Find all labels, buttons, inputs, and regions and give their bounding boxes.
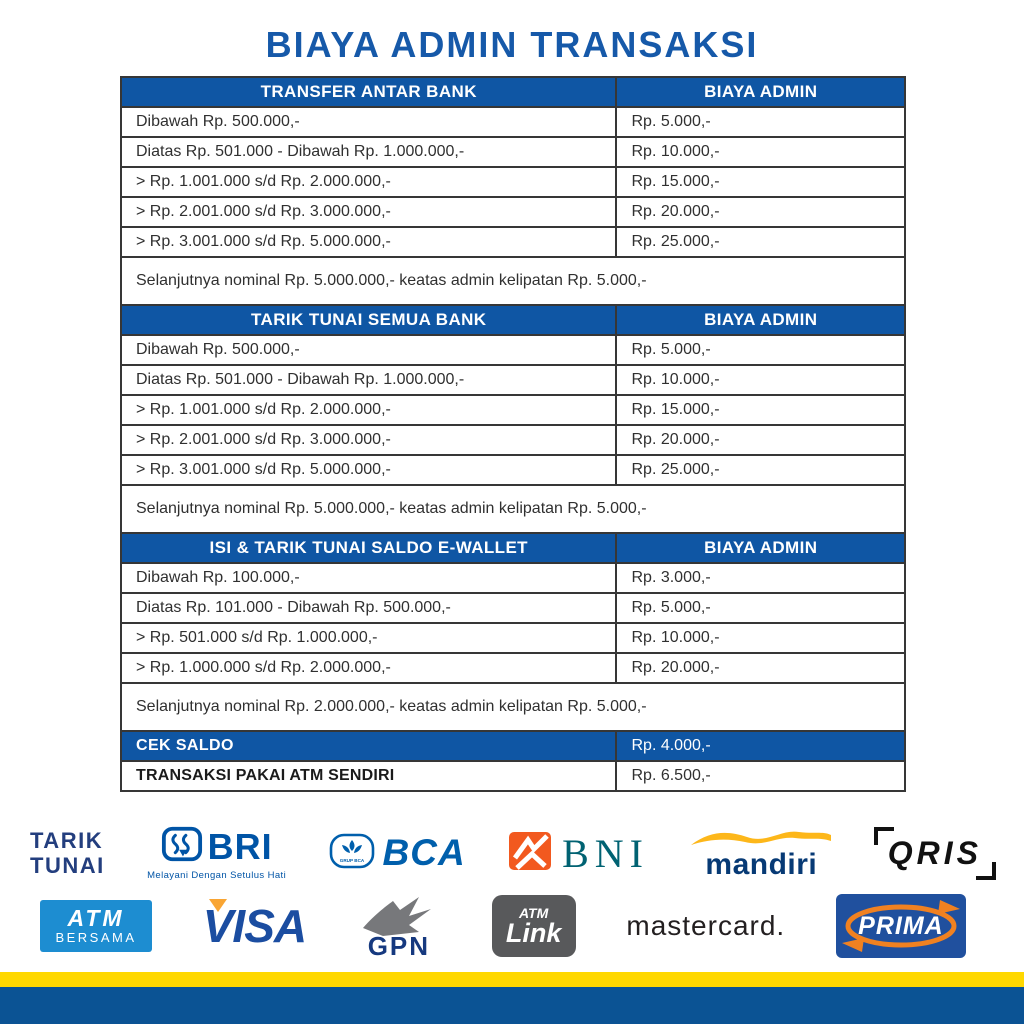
- row-fee: Rp. 10.000,-: [616, 365, 905, 395]
- bottom-blue-stripe: [0, 987, 1024, 1024]
- row-fee: Rp. 20.000,-: [616, 653, 905, 683]
- section-category-header: TARIK TUNAI SEMUA BANK: [121, 305, 616, 335]
- section-fee-header: BIAYA ADMIN: [616, 305, 905, 335]
- table-row: [121, 365, 905, 395]
- row-label: > Rp. 1.000.000 s/d Rp. 2.000.000,-: [121, 653, 616, 683]
- row-fee: Rp. 15.000,-: [616, 167, 905, 197]
- table-row: [121, 623, 905, 653]
- section-note: Selanjutnya nominal Rp. 5.000.000,- keatas admin kelipatan Rp. 5.000,-: [121, 485, 905, 533]
- table-row: [121, 425, 905, 455]
- row-fee: Rp. 5.000,-: [616, 107, 905, 137]
- section-note: Selanjutnya nominal Rp. 5.000.000,- keatas admin kelipatan Rp. 5.000,-: [121, 257, 905, 305]
- row-label: > Rp. 3.001.000 s/d Rp. 5.000.000,-: [121, 455, 616, 485]
- table-row: [121, 653, 905, 683]
- atm-link-link-label: Link: [505, 917, 562, 948]
- gpn-wordmark: GPN: [367, 930, 431, 961]
- visa-flag-icon: [209, 899, 227, 912]
- table-row: [121, 137, 905, 167]
- section-category-header: ISI & TARIK TUNAI SALDO E-WALLET: [121, 533, 616, 563]
- table-row: [121, 593, 905, 623]
- row-fee: Rp. 25.000,-: [616, 227, 905, 257]
- row-fee: Rp. 4.000,-: [616, 731, 905, 761]
- section-note: Selanjutnya nominal Rp. 2.000.000,- keatas admin kelipatan Rp. 5.000,-: [121, 683, 905, 731]
- row-label: > Rp. 1.001.000 s/d Rp. 2.000.000,-: [121, 167, 616, 197]
- section-note-row: [121, 485, 905, 533]
- mandiri-logo: [691, 827, 831, 880]
- row-transaksi-atm-sendiri: [121, 761, 905, 791]
- mandiri-wordmark: mandiri: [705, 847, 818, 881]
- bni-logo: [508, 828, 649, 879]
- row-label: > Rp. 2.001.000 s/d Rp. 3.000.000,-: [121, 425, 616, 455]
- tarik-label: TARIK: [30, 827, 104, 853]
- atm-bersama-atm-label: ATM: [67, 904, 125, 931]
- section-fee-header: BIAYA ADMIN: [616, 533, 905, 563]
- bca-emblem-icon: [329, 833, 375, 874]
- page-title: BIAYA ADMIN TRANSAKSI: [265, 24, 759, 65]
- table-row: [121, 563, 905, 593]
- table-row: [121, 227, 905, 257]
- table-row: [121, 197, 905, 227]
- table-row: [121, 335, 905, 365]
- row-cek-saldo: [121, 731, 905, 761]
- row-label: > Rp. 3.001.000 s/d Rp. 5.000.000,-: [121, 227, 616, 257]
- atm-link-atm-label: ATM: [518, 904, 549, 921]
- qris-logo: [874, 827, 996, 880]
- row-label: > Rp. 2.001.000 s/d Rp. 3.000.000,-: [121, 197, 616, 227]
- row-fee: Rp. 20.000,-: [616, 425, 905, 455]
- visa-logo: [202, 900, 307, 952]
- section-note-row: [121, 257, 905, 305]
- section-header-transfer-antar-bank: [121, 77, 905, 107]
- qris-wordmark: QRIS: [887, 834, 982, 871]
- row-fee: Rp. 15.000,-: [616, 395, 905, 425]
- row-fee: Rp. 5.000,-: [616, 593, 905, 623]
- bca-logo: [329, 832, 466, 874]
- section-category-header: TRANSFER ANTAR BANK: [121, 77, 616, 107]
- mastercard-wordmark: mastercard.: [626, 910, 786, 941]
- bca-emblem-text: GRUP BCA: [339, 857, 364, 863]
- row-fee: Rp. 10.000,-: [616, 623, 905, 653]
- row-label: Dibawah Rp. 500.000,-: [121, 335, 616, 365]
- bottom-yellow-stripe: [0, 972, 1024, 987]
- bri-tagline: Melayani Dengan Setulus Hati: [147, 870, 287, 881]
- row-label: CEK SALDO: [121, 731, 616, 761]
- gpn-logo: [357, 894, 441, 959]
- atm-bersama-bersama-label: BERSAMA: [55, 929, 137, 945]
- tarik-tunai-label: [30, 828, 105, 879]
- section-header-ewallet: [121, 533, 905, 563]
- bri-symbol-icon: [161, 825, 203, 868]
- atm-link-logo: [492, 895, 576, 957]
- section-note-row: [121, 683, 905, 731]
- table-row: [121, 107, 905, 137]
- row-label: > Rp. 501.000 s/d Rp. 1.000.000,-: [121, 623, 616, 653]
- row-label: Dibawah Rp. 500.000,-: [121, 107, 616, 137]
- table-row: [121, 455, 905, 485]
- table-row: [121, 167, 905, 197]
- mastercard-logo: [626, 910, 785, 942]
- bni-wordmark: BNI: [562, 830, 649, 876]
- row-fee: Rp. 20.000,-: [616, 197, 905, 227]
- prima-wordmark: PRIMA: [858, 911, 944, 940]
- visa-wordmark: VISA: [202, 900, 307, 952]
- bri-wordmark: BRI: [207, 825, 273, 867]
- row-label: > Rp. 1.001.000 s/d Rp. 2.000.000,-: [121, 395, 616, 425]
- section-fee-header: BIAYA ADMIN: [616, 77, 905, 107]
- row-fee: Rp. 10.000,-: [616, 137, 905, 167]
- row-label: Dibawah Rp. 100.000,-: [121, 563, 616, 593]
- prima-logo: [836, 894, 966, 958]
- tunai-label: TUNAI: [30, 853, 105, 878]
- table-row: [121, 395, 905, 425]
- row-fee: Rp. 25.000,-: [616, 455, 905, 485]
- fee-table: [120, 76, 906, 792]
- bca-wordmark: BCA: [382, 832, 466, 873]
- row-fee: Rp. 6.500,-: [616, 761, 905, 791]
- row-label: TRANSAKSI PAKAI ATM SENDIRI: [121, 761, 616, 791]
- logo-row-1: [30, 820, 996, 886]
- section-header-tarik-tunai-semua-bank: [121, 305, 905, 335]
- row-label: Diatas Rp. 101.000 - Dibawah Rp. 500.000,-: [121, 593, 616, 623]
- row-fee: Rp. 3.000,-: [616, 563, 905, 593]
- row-label: Diatas Rp. 501.000 - Dibawah Rp. 1.000.000,-: [121, 137, 616, 167]
- logo-row-2: [40, 890, 966, 962]
- bri-logo: [147, 825, 286, 881]
- bni-symbol-icon: [508, 828, 554, 879]
- atm-bersama-logo: [40, 900, 152, 952]
- row-label: Diatas Rp. 501.000 - Dibawah Rp. 1.000.000,-: [121, 365, 616, 395]
- row-fee: Rp. 5.000,-: [616, 335, 905, 365]
